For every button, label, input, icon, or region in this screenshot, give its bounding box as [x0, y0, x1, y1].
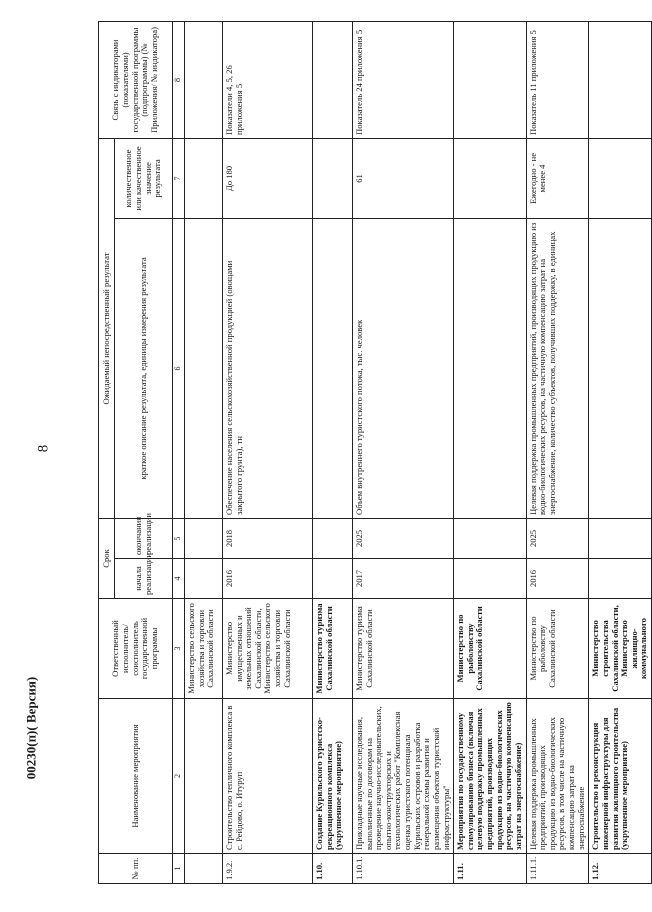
cell-link: Показатели 4, 5, 26 приложения 5 [222, 21, 312, 138]
cell-qty [184, 138, 222, 218]
cell-num: 1.12. [589, 854, 652, 884]
cell-start: 2016 [526, 559, 589, 599]
cell-desc [184, 218, 222, 518]
cell-start: 2017 [352, 559, 453, 599]
header-link: Связь с индикаторами (показателями) государственной программы (подпрограммы) (№ Приложения/ № индикатора) [99, 21, 173, 138]
cell-end: 2025 [526, 518, 589, 558]
cell-end [454, 518, 526, 558]
table-row [589, 21, 652, 883]
cell-executor: Министерство строительства Сахалинской области, Министерство жилищно-коммунального [589, 599, 652, 699]
cell-num: 1.9.2. [222, 854, 312, 884]
cell-link [184, 21, 222, 138]
cell-desc [454, 218, 526, 518]
cell-end: 2025 [352, 518, 453, 558]
cell-num: 1.11. [454, 854, 526, 884]
cell-executor: Министерство имущественных и земельных отношений Сахалинской области, Министерство сельского хозяйства и торговли Сахалинской области [222, 599, 312, 699]
program-measures-table [98, 21, 652, 884]
header-quantity: количественное или качественное значение результата [115, 138, 173, 218]
cell-link [312, 21, 352, 138]
cell-executor: Министерство по рыболовству Сахалинской области [526, 599, 589, 699]
col-number: 5 [173, 518, 185, 558]
cell-num: 1.11.1. [526, 854, 589, 884]
cell-desc [312, 218, 352, 518]
cell-qty: Ежегодно - не менее 4 [526, 138, 589, 218]
header-term: Срок [99, 518, 115, 598]
cell-start [454, 559, 526, 599]
cell-start [312, 559, 352, 599]
cell-desc: Обеспечение населения сельскохозяйственной продукцией (овощами закрытого грунта), тн [222, 218, 312, 518]
cell-name: Создание Курильского туристско-рекреационного комплекса (укрупненное мероприятие) [312, 699, 352, 854]
cell-name: Мероприятия по государственному стимулированию бизнеса (включая целевую поддержку промышленных предприятий, производящих продукцию из водно-биологических ресурсов, на частичную компенсацию затрат на энергоснабжение) [454, 699, 526, 854]
col-number: 2 [173, 699, 185, 854]
cell-name [184, 699, 222, 854]
cell-start [589, 559, 652, 599]
header-name: Наименование мероприятия [99, 699, 173, 854]
cell-desc [589, 218, 652, 518]
cell-link [454, 21, 526, 138]
cell-qty [454, 138, 526, 218]
cell-qty [589, 138, 652, 218]
header-end: окончания реализации [115, 518, 173, 558]
cell-qty [312, 138, 352, 218]
cell-link [589, 21, 652, 138]
cell-name: Строительство и реконструкция инженерной инфраструктуры для развития жилищного строительства (укрупненное мероприятие) [589, 699, 652, 854]
rotated-table-container [98, 22, 649, 884]
cell-link: Показатель 24 приложения 5 [352, 21, 453, 138]
header-short-desc: краткое описание результата, единицы измерения результата [115, 218, 173, 518]
cell-num [184, 854, 222, 884]
cell-executor: Министерство туризма Сахалинской области [352, 599, 453, 699]
col-number: 6 [173, 218, 185, 518]
document-footer-code: 00230(п)( Версия) [23, 676, 39, 780]
page-number: 8 [35, 444, 52, 453]
cell-name: Целевая поддержка промышленных предприятий, производящих продукцию из водно-биологических ресурсов, в том числе на частичную компенсацию затрат на энергоснабжение [526, 699, 589, 854]
cell-num: 1.10.1. [352, 854, 453, 884]
cell-desc: Целевая поддержка промышленных предприятий, производящих продукцию из водно-биологических ресурсов, на частичную компенсацию затрат на энергоснабжение, количество субъектов, получивших поддержку, в единицах [526, 218, 589, 518]
table-row [454, 21, 526, 883]
col-number: 3 [173, 599, 185, 699]
col-number: 1 [173, 854, 185, 884]
header-executor: Ответственный исполнитель/соисполнитель государственной программы [99, 599, 173, 699]
table-row [184, 21, 222, 883]
table-row [312, 21, 352, 883]
header-start: начала реализации [115, 559, 173, 599]
header-num: № пп. [99, 854, 173, 884]
cell-end [184, 518, 222, 558]
cell-end [589, 518, 652, 558]
cell-end: 2018 [222, 518, 312, 558]
cell-start: 2016 [222, 559, 312, 599]
col-number: 7 [173, 138, 185, 218]
cell-executor: Министерство туризма Сахалинской области [312, 599, 352, 699]
cell-link: Показатель 11 приложения 5 [526, 21, 589, 138]
cell-executor: Министерство сельского хозяйства и торговли Сахалинской области [184, 599, 222, 699]
table-row [222, 21, 312, 883]
cell-start [184, 559, 222, 599]
table-row [352, 21, 453, 883]
column-number-row [173, 21, 185, 883]
cell-num: 1.10. [312, 854, 352, 884]
col-number: 8 [173, 21, 185, 138]
cell-name: Строительство тепличного комплекса в с. Рейдово, о. Итуруп [222, 699, 312, 854]
cell-qty: До 180 [222, 138, 312, 218]
col-number: 4 [173, 559, 185, 599]
cell-name: Прикладные научные исследования, выполненные по договорам на проведение научно-исследовательских, опытно-конструкторских и технологических работ "Комплексная оценка туристского потенциала Курильских островов и разработка генеральной схемы развития и размещения объектов туристской инфраструктуры" [352, 699, 453, 854]
cell-qty: 61 [352, 138, 453, 218]
header-result: Ожидаемый непосредственный результат [99, 138, 115, 518]
cell-end [312, 518, 352, 558]
cell-executor: Министерство по рыболовству Сахалинской области [454, 599, 526, 699]
cell-desc: Объем внутреннего туристского потока, тыс. человек [352, 218, 453, 518]
table-row [526, 21, 589, 883]
